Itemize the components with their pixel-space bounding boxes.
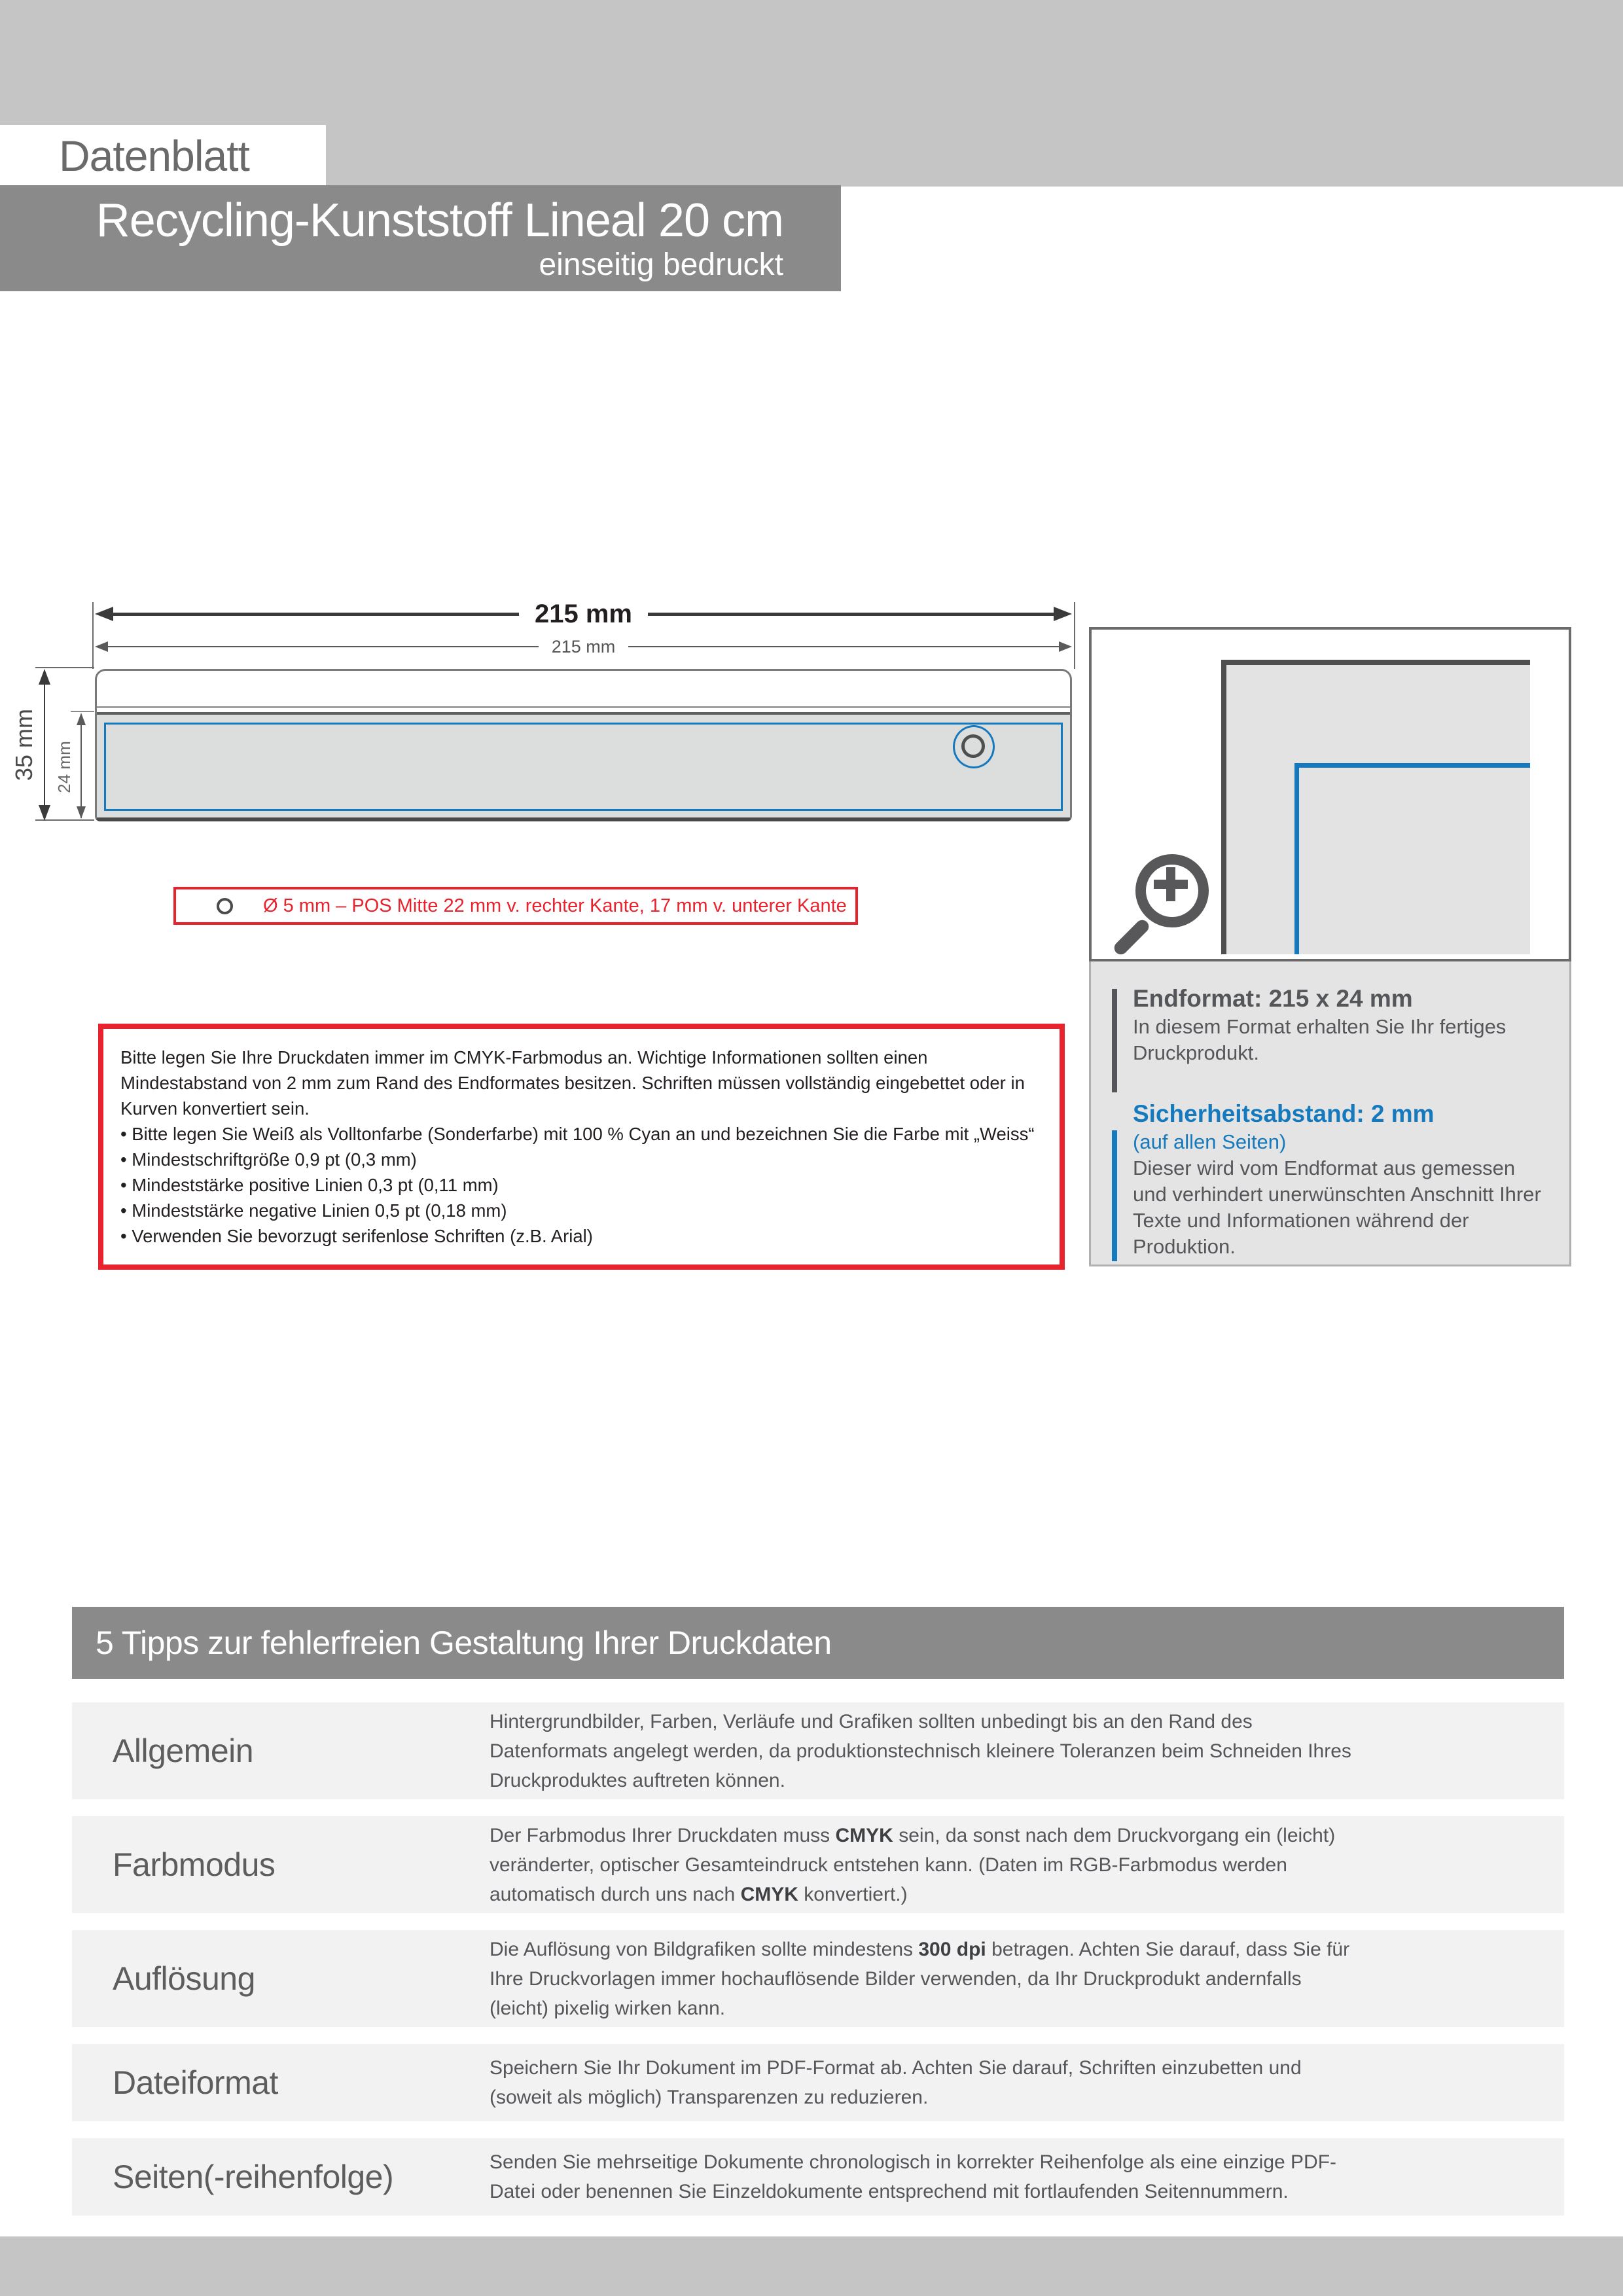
safety-accent-bar — [1112, 1130, 1117, 1261]
notes-paragraph: Bitte legen Sie Ihre Druckdaten immer im CMYK-Farbmodus an. Wichtige Informationen sollten einen Mindestabstand von 2 mm zum Rand des Endformates besitzen. Schriften müssen vollständig eingebettet oder in Kurven konvertiert sein. — [120, 1047, 1025, 1119]
tip-row-farbmodus — [72, 1816, 1564, 1913]
tip-text: Speichern Sie Ihr Dokument im PDF-Format ab. Achten Sie darauf, Schriften einzubetten und (soweit als möglich) Transparenzen zu reduzieren. — [490, 2057, 1302, 2108]
format-info-panel — [1089, 961, 1571, 1266]
tip-text: Der Farbmodus Ihrer Druckdaten muss CMYK sein, da sonst nach dem Druckvorgang ein (leicht) veränderter, optischer Gesamteindruck entstehen kann. (Daten im RGB-Farbmodus werden automatisch durch uns nach CMYK konvertiert.) — [490, 1824, 1336, 1905]
doc-type-box — [0, 125, 326, 187]
title-bar — [0, 185, 841, 291]
safety-title: Sicherheitsabstand: 2 mm — [1133, 1100, 1435, 1127]
endformat-text: In diesem Format erhalten Sie Ihr fertiges Druckprodukt. — [1133, 1015, 1507, 1064]
endformat-edge-line — [1221, 660, 1226, 954]
arrow-up-icon — [77, 713, 86, 725]
safety-margin-rect — [104, 723, 1063, 811]
dimension-height-total-label: 35 mm — [10, 708, 37, 781]
page-title: Recycling-Kunststoff Lineal 20 cm — [96, 194, 783, 247]
dimension-width-total — [95, 600, 1072, 628]
notes-bullet: • Bitte legen Sie Weiß als Volltonfarbe (Sonderfarbe) mit 100 % Cyan an und bezeichnen Sie die Farbe mit „Weiss“ — [120, 1121, 1043, 1147]
tip-text: Hintergrundbilder, Farben, Verläufe und Grafiken sollten unbedingt bis an den Rand des Datenformats angelegt werden, da produktionstechnisch kleinere Toleranzen beim Schneiden Ihres Druckproduktes auftreten können. — [490, 1710, 1351, 1791]
safety-note: (auf allen Seiten) — [1133, 1130, 1287, 1153]
tip-label: Dateiformat — [113, 2064, 278, 2101]
notes-bullet: • Mindeststärke negative Linien 0,5 pt (0,18 mm) — [120, 1198, 1043, 1223]
extension-line-right — [1074, 602, 1075, 669]
hole-legend-icon — [217, 898, 233, 914]
ruler-cut-line — [97, 706, 1070, 708]
magnifier-plus-icon — [1116, 848, 1207, 965]
safety-margin-line — [1294, 763, 1530, 768]
arrow-left-icon — [95, 607, 113, 621]
safety-text: Dieser wird vom Endformat aus gemessen und verhindert unerwünschten Anschnitt Ihrer Texte und Informationen während der Produktion. — [1133, 1157, 1541, 1258]
safety-margin-line — [1294, 763, 1299, 954]
tip-row-aufloesung — [72, 1930, 1564, 2027]
hole-icon — [961, 734, 985, 758]
hole-note-box — [173, 887, 858, 925]
arrow-right-icon — [1059, 641, 1072, 652]
tip-text: Die Auflösung von Bildgrafiken sollte mindestens 300 dpi betragen. Achten Sie darauf, dass Sie für Ihre Druckvorlagen immer hochauflösende Bilder verwenden, da Ihr Druckprodukt andernfalls (leicht) pixelig wirken kann. — [490, 1938, 1350, 2019]
arrow-down-icon — [39, 805, 50, 821]
ruler-outline — [95, 669, 1072, 821]
notes-bullet: • Mindestschriftgröße 0,9 pt (0,3 mm) — [120, 1147, 1043, 1172]
arrow-left-icon — [95, 641, 108, 652]
arrow-up-icon — [39, 669, 50, 685]
tip-label: Seiten(-reihenfolge) — [113, 2159, 394, 2195]
tip-text: Senden Sie mehrseitige Dokumente chronologisch in korrekter Reihenfolge als eine einzige PDF-Datei oder benennen Sie Einzeldokumente entsprechend mit fortlaufenden Seitennummern. — [490, 2151, 1337, 2202]
doc-type-label: Datenblatt — [59, 132, 249, 180]
detail-surface — [1226, 665, 1530, 954]
footer-gray-band — [0, 2236, 1623, 2296]
endformat-title: Endformat: 215 x 24 mm — [1133, 985, 1413, 1012]
tip-label: Auflösung — [113, 1960, 255, 1997]
dimension-height-print-label: 24 mm — [54, 741, 74, 793]
tip-label: Farbmodus — [113, 1846, 276, 1883]
print-data-notes-box — [98, 1024, 1065, 1270]
extension-line-left — [92, 602, 94, 669]
dimension-height-total-line — [44, 672, 45, 818]
page-subtitle: einseitig bedruckt — [539, 247, 783, 282]
tip-label: Allgemein — [113, 1732, 254, 1769]
dimension-height-print-line — [80, 715, 82, 818]
extension-line-print-top — [71, 711, 94, 712]
tip-row-dateiformat — [72, 2044, 1564, 2121]
extension-line-top — [35, 667, 94, 668]
tip-row-seitenreihenfolge — [72, 2138, 1564, 2215]
dimension-width-print — [95, 636, 1072, 657]
endformat-accent-bar — [1112, 989, 1117, 1092]
arrow-down-icon — [77, 806, 86, 819]
endformat-edge-line — [1221, 660, 1530, 665]
arrow-right-icon — [1054, 607, 1072, 621]
tips-header-bar — [72, 1607, 1564, 1679]
ruler-print-area — [97, 712, 1070, 817]
notes-bullet: • Mindeststärke positive Linien 0,3 pt (0,11 mm) — [120, 1172, 1043, 1198]
notes-bullet: • Verwenden Sie bevorzugt serifenlose Schriften (z.B. Arial) — [120, 1223, 1043, 1249]
dimension-width-print-label: 215 mm — [551, 636, 616, 656]
hole-note-text: Ø 5 mm – POS Mitte 22 mm v. rechter Kante, 17 mm v. unterer Kante — [263, 895, 847, 916]
dimension-width-total-label: 215 mm — [535, 599, 632, 628]
tips-heading: 5 Tipps zur fehlerfreien Gestaltung Ihrer Druckdaten — [96, 1624, 832, 1661]
tip-row-allgemein — [72, 1702, 1564, 1799]
